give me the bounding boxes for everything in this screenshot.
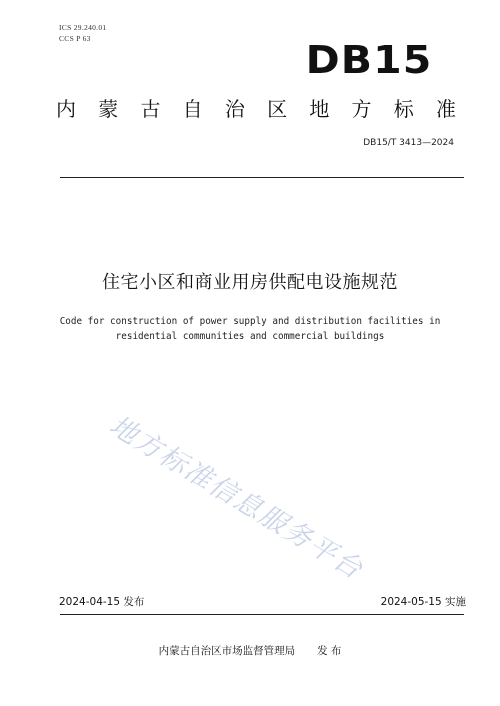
standard-type-char: 古 bbox=[140, 97, 161, 121]
standard-type-char: 内 bbox=[56, 97, 76, 121]
implementation-date: 2024-05-15 实施 bbox=[380, 596, 466, 608]
title-english bbox=[40, 314, 460, 344]
bottom-divider bbox=[60, 614, 464, 615]
ics-code: ICS 29.240.01 bbox=[59, 23, 107, 32]
ccs-code: CCS P 63 bbox=[59, 34, 91, 43]
db15-logo: DB15 bbox=[305, 38, 432, 82]
standard-type-char: 地 bbox=[309, 97, 330, 121]
classification-codes bbox=[59, 22, 106, 44]
standard-type-char: 治 bbox=[224, 97, 245, 121]
standard-type-char: 区 bbox=[267, 97, 288, 121]
standard-type-char: 自 bbox=[182, 97, 203, 121]
title-chinese: 住宅小区和商业用房供配电设施规范 bbox=[102, 272, 398, 293]
issuer-line bbox=[0, 643, 500, 659]
issue-date: 2024-04-15 发布 bbox=[59, 596, 145, 608]
standard-type-char: 方 bbox=[351, 97, 372, 121]
standard-number: DB15/T 3413—2024 bbox=[363, 138, 454, 148]
standard-type-char: 标 bbox=[393, 97, 414, 121]
standard-type-char: 准 bbox=[435, 97, 456, 121]
watermark-text: 地方标准信息服务平台 bbox=[104, 410, 369, 586]
standard-type-title bbox=[56, 96, 456, 122]
issuer-name: 内蒙古自治区市场监督管理局 bbox=[158, 645, 296, 657]
issue-action: 发 布 bbox=[317, 645, 342, 657]
standard-type-char: 蒙 bbox=[98, 97, 119, 121]
title-english-line: Code for construction of power supply and distribution facilities in bbox=[59, 316, 441, 327]
title-english-line: residential communities and commercial buildings bbox=[115, 331, 385, 342]
top-divider bbox=[60, 177, 464, 178]
